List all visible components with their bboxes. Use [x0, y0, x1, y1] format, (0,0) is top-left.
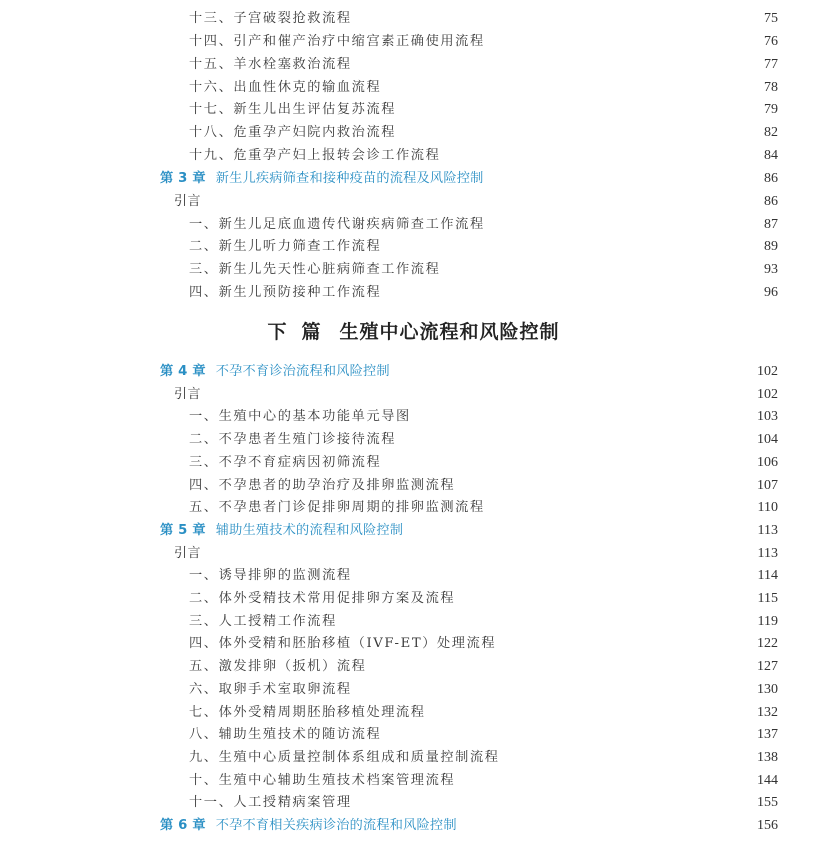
chapter-number: 第 4 章 — [160, 364, 206, 379]
page-number: 119 — [757, 613, 778, 629]
page-number: 127 — [757, 659, 778, 675]
toc-chapter-row[interactable] — [0, 520, 827, 542]
toc-entry-row[interactable] — [0, 282, 827, 304]
page-number: 156 — [757, 818, 778, 833]
entry-title: 引言 — [174, 193, 202, 209]
page-number: 75 — [764, 11, 778, 26]
entry-title: 九、生殖中心质量控制体系组成和质量控制流程 — [189, 749, 500, 765]
entry-title: 十一、人工授精病案管理 — [189, 795, 352, 811]
toc-entry-row[interactable] — [0, 792, 827, 814]
page-number: 78 — [764, 79, 778, 95]
entry-title: 七、体外受精周期胚胎移植处理流程 — [189, 704, 426, 720]
page-number: 122 — [757, 636, 778, 652]
entry-title: 五、激发排卵（扳机）流程 — [189, 659, 367, 675]
toc-entry-row[interactable] — [0, 214, 827, 236]
page-number: 115 — [757, 591, 778, 606]
toc-entry-row[interactable] — [0, 77, 827, 99]
entry-title: 二、不孕患者生殖门诊接待流程 — [189, 432, 397, 448]
entry-title: 十三、子宫破裂抢救流程 — [189, 11, 352, 26]
page-number: 138 — [757, 749, 778, 765]
entry-title: 十八、危重孕产妇院内救治流程 — [189, 125, 397, 141]
toc-entry-row[interactable] — [0, 747, 827, 769]
entry-title: 引言 — [174, 386, 202, 402]
toc-entry-row[interactable] — [0, 406, 827, 428]
entry-title: 六、取卵手术室取卵流程 — [189, 681, 352, 697]
page-number: 86 — [764, 193, 778, 209]
entry-title: 二、新生儿听力筛查工作流程 — [189, 239, 382, 255]
toc-entry-row[interactable] — [0, 429, 827, 451]
toc-entry-row[interactable] — [0, 475, 827, 497]
page-number: 84 — [764, 148, 778, 163]
entry-title: 十四、引产和催产治疗中缩宫素正确使用流程 — [189, 33, 485, 49]
page-number: 137 — [757, 727, 778, 743]
chapter-number: 第 3 章 — [160, 170, 206, 186]
entry-title: 三、新生儿先天性心脏病筛查工作流程 — [189, 262, 441, 278]
entry-title: 四、新生儿预防接种工作流程 — [189, 285, 382, 300]
page-number: 102 — [757, 386, 778, 402]
toc-entry-row[interactable] — [0, 770, 827, 792]
chapter-number: 第 5 章 — [160, 522, 206, 538]
part-label: 篇 — [301, 321, 322, 343]
chapter-title-text: 辅助生殖技术的流程和风险控制 — [215, 522, 404, 538]
page-number: 96 — [764, 285, 778, 300]
page-number: 130 — [757, 681, 778, 697]
part-title: 生殖中心流程和风险控制 — [339, 321, 560, 343]
entry-title: 四、不孕患者的助孕治疗及排卵监测流程 — [189, 477, 456, 493]
page-number: 110 — [757, 500, 778, 516]
toc-entry-row[interactable] — [0, 236, 827, 258]
entry-title: 三、人工授精工作流程 — [189, 613, 337, 629]
entry-title: 一、新生儿足底血遗传代谢疾病筛查工作流程 — [189, 216, 485, 232]
page-number: 76 — [764, 33, 778, 49]
page-number: 77 — [764, 56, 778, 72]
entry-title: 十七、新生儿出生评估复苏流程 — [189, 102, 397, 118]
toc-entry-row[interactable] — [0, 679, 827, 701]
entry-title: 一、生殖中心的基本功能单元导图 — [189, 409, 411, 425]
page-number: 144 — [757, 772, 778, 788]
page-number: 93 — [764, 262, 778, 278]
entry-title: 十九、危重孕产妇上报转会诊工作流程 — [189, 148, 441, 163]
toc-entry-row[interactable] — [0, 656, 827, 678]
entry-title: 三、不孕不育症病因初筛流程 — [189, 454, 382, 470]
toc-entry-row[interactable] — [0, 452, 827, 474]
entry-title: 八、辅助生殖技术的随访流程 — [189, 727, 382, 743]
toc-entry-row[interactable] — [0, 724, 827, 746]
page-number: 107 — [757, 477, 778, 493]
toc-entry-row[interactable] — [0, 99, 827, 121]
toc-entry-row[interactable] — [0, 122, 827, 144]
chapter-title — [160, 168, 483, 190]
toc-entry-row[interactable] — [0, 31, 827, 53]
page-number: 103 — [757, 409, 778, 425]
chapter-title — [160, 361, 390, 383]
toc-chapter-row[interactable] — [0, 361, 827, 383]
toc-entry-row[interactable] — [0, 54, 827, 76]
entry-title: 一、诱导排卵的监测流程 — [189, 568, 352, 584]
toc-entry-row[interactable] — [0, 633, 827, 655]
entry-title: 十六、出血性休克的输血流程 — [189, 79, 382, 95]
toc-entry-row[interactable] — [0, 259, 827, 281]
toc-entry-row[interactable] — [0, 8, 827, 30]
chapter-title-text: 新生儿疾病筛查和接种疫苗的流程及风险控制 — [215, 170, 484, 186]
toc-entry-row[interactable] — [0, 565, 827, 587]
toc-intro-row[interactable] — [0, 543, 827, 565]
page-number: 106 — [757, 454, 778, 470]
toc-entry-row[interactable] — [0, 611, 827, 633]
entry-title: 四、体外受精和胚胎移植（IVF-ET）处理流程 — [189, 636, 497, 652]
entry-title: 五、不孕患者门诊促排卵周期的排卵监测流程 — [189, 500, 485, 516]
page-number: 86 — [764, 170, 778, 186]
entry-title: 二、体外受精技术常用促排卵方案及流程 — [189, 591, 456, 606]
entry-title: 十五、羊水栓塞救治流程 — [189, 56, 352, 72]
part-heading — [0, 317, 827, 347]
entry-title: 十、生殖中心辅助生殖技术档案管理流程 — [189, 772, 456, 788]
chapter-title-text: 不孕不育诊治流程和风险控制 — [215, 364, 390, 379]
page-number: 82 — [764, 125, 778, 141]
toc-entry-row[interactable] — [0, 702, 827, 724]
toc-entry-row[interactable] — [0, 497, 827, 519]
page-number: 87 — [764, 216, 778, 232]
page-number: 113 — [757, 522, 778, 538]
toc-intro-row[interactable] — [0, 191, 827, 213]
entry-title: 引言 — [174, 545, 202, 561]
page-number: 132 — [757, 704, 778, 720]
toc-intro-row[interactable] — [0, 384, 827, 406]
page-number: 114 — [757, 568, 778, 584]
chapter-title — [160, 815, 457, 837]
page-number: 79 — [764, 102, 778, 118]
page-number: 102 — [757, 364, 778, 379]
toc-chapter-row[interactable] — [0, 168, 827, 190]
part-number: 下 — [267, 321, 288, 343]
chapter-title-text: 不孕不育相关疾病诊治的流程和风险控制 — [215, 818, 457, 833]
page-number: 104 — [757, 432, 778, 448]
chapter-title — [160, 520, 403, 542]
page-number: 89 — [764, 239, 778, 255]
toc-entry-row[interactable] — [0, 588, 827, 610]
toc-entry-row[interactable] — [0, 145, 827, 167]
chapter-number: 第 6 章 — [160, 818, 206, 833]
page-number: 113 — [757, 545, 778, 561]
page-number: 155 — [757, 795, 778, 811]
toc-chapter-row[interactable] — [0, 815, 827, 837]
